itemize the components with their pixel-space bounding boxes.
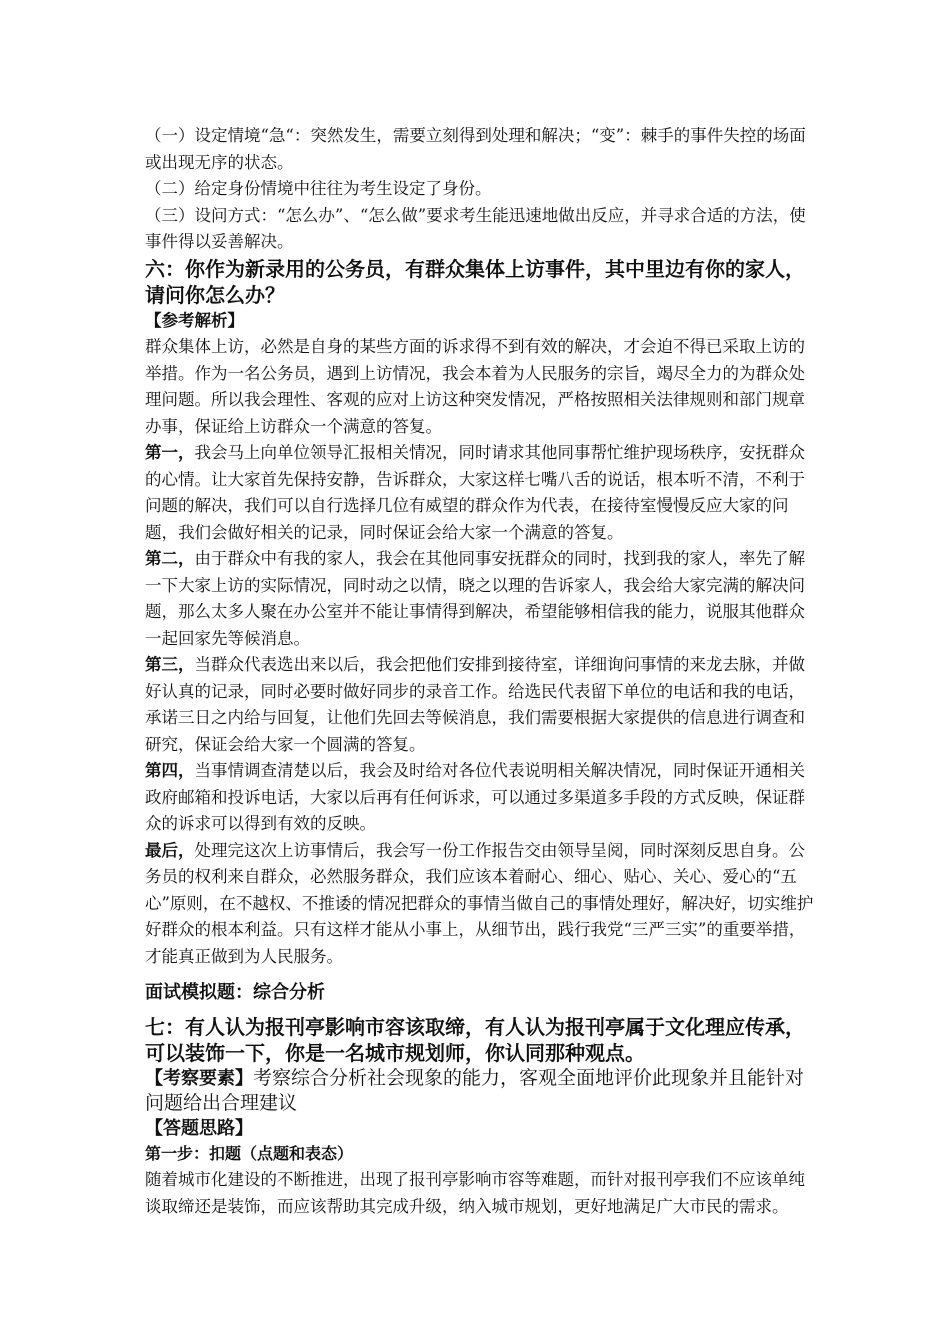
point-5-lead: 最后， (145, 840, 195, 860)
point-5-text: 处理完这次上访事情后，我会写一份工作报告交由领导呈阅，同时深刻反思自身。公务员的权利来自群众，必然服务群众，我们应该本着耐心、细心、贴心、关心、爱心的“五心”原则，在不越权、不推诿的情况把群众的事情当做自己的事情处理好，解决好，切实维护好群众的根本利益。只有这样才能从小事上，从细节出，践行我党“三严三实”的重要举措，才能真正做到为人民服务。 (145, 840, 814, 966)
point-3-lead: 第三， (145, 655, 195, 674)
question-6-intro: 群众集体上访，必然是自身的某些方面的诉求得不到有效的解决，才会迫不得已采取上访的举措。作为一名公务员，遇到上访情况，我会本着为人民服务的宗旨，竭尽全力的为群众处理问题。所以我会理性、客观的应对上访这种突发情况，严格按照相关法律规则和部门规章办事，保证给上访群众一个满意的答复。 (145, 337, 805, 436)
examination-factors-label: 【考察要素】 (145, 1068, 253, 1089)
point-4 (145, 758, 815, 838)
section-title: 面试模拟题：综合分析 (145, 982, 325, 1003)
point-3-text: 当群众代表选出来以后，我会把他们安排到接待室，详细询问事情的来龙去脉，并做好认真的记录，同时必要时做好同步的录音工作。给选民代表留下单位的电话和我的电话，承诺三日之内给与回复，让他们先回去等候消息，我们需要根据大家提供的信息进行调查和研究，保证会给大家一个圆满的答复。 (145, 655, 805, 754)
point-1-text: 我会马上向单位领导汇报相关情况，同时请求其他同事帮忙维护现场秩序，安抚群众的心情。让大家首先保持安静，告诉群众，大家这样七嘴八舌的说话，根本听不清，不利于问题的解决，我们可以自行选择几位有威望的群众作为代表，在接待室慢慢反应大家的问题，我们会做好相关的记录，同时保证会给大家一个满意的答复。 (145, 443, 805, 542)
examination-factors (145, 1066, 815, 1116)
intro-paragraph-1: （一）设定情境“急“：突然发生，需要立刻得到处理和解决；“变”：棘手的事件失控的场面或出现无序的状态。 (145, 126, 806, 172)
intro-paragraph-3: （三）设问方式：“怎么办”、“怎么做”要求考生能迅速地做出反应，并寻求合适的方法，使事件得以妥善解决。 (145, 205, 806, 251)
point-2 (145, 546, 815, 652)
point-2-lead: 第二， (145, 549, 195, 568)
point-1 (145, 440, 815, 546)
intro-paragraph-2: （二）给定身份情境中往往为考生设定了身份。 (145, 179, 492, 198)
reference-analysis-label: 【参考解析】 (145, 310, 244, 330)
document-page (145, 123, 815, 1220)
point-1-lead: 第一， (145, 443, 195, 462)
point-5 (145, 838, 815, 971)
point-3 (145, 652, 815, 758)
examination-factors-text: 考察综合分析社会现象的能力，客观全面地评价此现象并且能针对问题给出合理建议 (145, 1067, 805, 1114)
point-4-text: 当事情调查清楚以后，我会及时给对各位代表说明相关解决情况，同时保证开通相关政府邮箱和投诉电话，大家以后再有任何诉求，可以通过多渠道多手段的方式反映，保证群众的诉求可以得到有效的反映。 (145, 761, 805, 833)
point-2-text: 由于群众中有我的家人，我会在其他同事安抚群众的同时，找到我的家人，率先了解一下大家上访的实际情况，同时动之以情，晓之以理的告诉家人，我会给大家完满的解决问题，那么太多人聚在办公室并不能让事情得到解决，希望能够相信我的能力，说服其他群众一起回家先等候消息。 (145, 549, 805, 648)
question-6-title: 六：你作为新录用的公务员，有群众集体上访事件，其中里边有你的家人，请问你怎么办？ (145, 256, 805, 307)
question-7-title: 七：有人认为报刊亭影响市容该取缔，有人认为报刊亭属于文化理应传承，可以装饰一下，你是一名城市规划师，你认同那种观点。 (145, 1015, 805, 1065)
point-4-lead: 第四， (145, 761, 195, 780)
step-1-text: 随着城市化建设的不断推进，出现了报刊亭影响市容等难题，而针对报刊亭我们不应该单纯谈取缔还是装饰，而应该帮助其完成升级，纳入城市规划，更好地满足广大市民的需求。 (145, 1170, 805, 1216)
step-1-title: 第一步：扣题（点题和表态） (145, 1144, 354, 1163)
answer-approach-label: 【答题思路】 (145, 1118, 253, 1139)
